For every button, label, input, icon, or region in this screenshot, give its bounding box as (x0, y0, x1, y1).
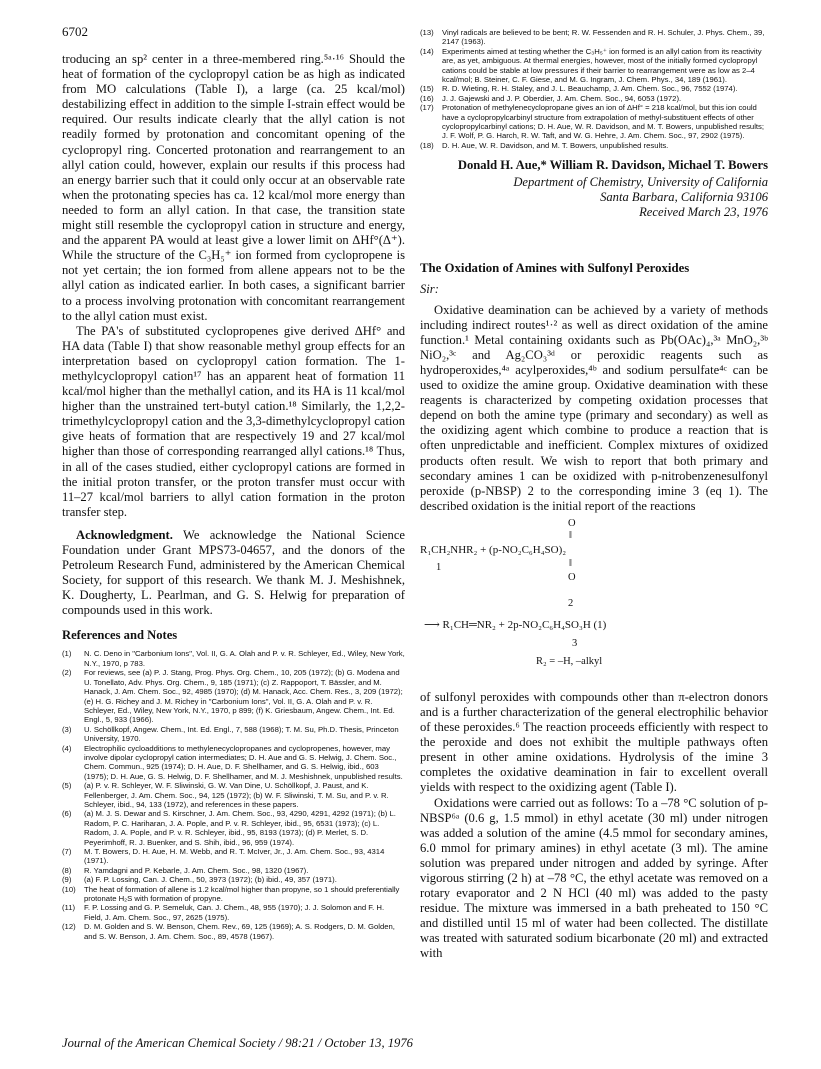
reference-item (420, 94, 768, 103)
authors: Donald H. Aue,* William R. Davidson, Michael T. Bowers (457, 158, 768, 173)
reference-number: (8) (62, 865, 72, 875)
reference-item (420, 84, 768, 93)
affiliation-line-2: Santa Barbara, California 93106 (600, 190, 768, 205)
references-list-right (420, 28, 768, 150)
reaction-scheme (420, 514, 768, 690)
acknowledgment-heading: Acknowledgment. (76, 527, 173, 542)
reference-number: (15) (420, 84, 434, 94)
reference-item (62, 922, 405, 941)
reference-text: (a) M. J. S. Dewar and S. Kirschner, J. Am. Chem. Soc., 93, 4290, 4291, 4292 (1971); (b) L. Radom, P. C. Hariharan, J. A. Pople, and P. v. R. Schleyer, ibid., 95, 6531 (1973); (c) L. Radom, J. A. Pople, and P. v. R. Schleyer, ibid., 95, 8193 (1973); (d) P. Merlet, S. D. Peyerimhoff, R. J. Buenker, and S. Shih, ibid., 96, 959 (1974). (84, 809, 396, 847)
reference-item (420, 103, 768, 141)
reference-text: Vinyl radicals are believed to be bent; R. W. Fessenden and R. H. Schuler, J. Phys. Chem., 39, 2147 (1963). (442, 28, 765, 47)
left-column (62, 52, 405, 941)
article-title: The Oxidation of Amines with Sulfonyl Peroxides (420, 260, 690, 275)
references-heading: References and Notes (62, 628, 178, 643)
reference-number: (3) (62, 724, 72, 734)
reference-item (62, 668, 405, 724)
reference-number: (7) (62, 847, 72, 856)
reference-text: J. J. Gajewski and J. P. Oberdier, J. Am. Chem. Soc., 94, 6053 (1972). (442, 93, 682, 103)
scheme-label-1: 1 (436, 561, 442, 573)
reference-item (420, 28, 768, 47)
acknowledgment-body: We acknowledge the National Science Foundation under Grant MPS73-04657, and the donors of the Petroleum Research Fund, administered by the American Chemical Society, for support of this research. We thank M. J. Meshishnek, K. Dougherty, L. Pearlman, and G. S. Helwig for preparation of compounds used in this work. (62, 527, 405, 618)
right-paragraph-3: Oxidations were carried out as follows: To a –78 °C solution of p-NBSP⁶ᵃ (0.6 g, 1.5 mmol) in ethyl acetate (30 ml) under nitrogen was added a solution of the amine (4.5 mmol for secondary amines, 6.0 mmol for primary amines) in ethyl acetate (3 ml). The amine solution was prepared under nitrogen and added by syringe. After vigorous stirring (2 h) at –78 °C, the ethyl acetate was removed on a rotary evaporator and 2 N HCl (40 ml) was added to the pasty residue. The mixture was immersed in a bath preheated to 150 °C and distilled until 15 ml of water had been collected. The distillate was treated with saturated sodium bicarbonate (20 ml) and extracted with (420, 795, 768, 961)
reference-text: (a) P. v. R. Schleyer, W. F. Sliwinski, G. W. Van Dine, U. Schöllkopf, J. Paust, and K. Fellenberger, J. Am. Chem. Soc., 94, 125 (1972); (b) W. F. Sliwinski, T. M. Su, and P. v. R. Schleyer, ibid., 94, 133 (1972), and references in these papers. (84, 781, 389, 809)
scheme-double-bond-top: ‖ (569, 529, 572, 541)
reference-number: (16) (420, 93, 434, 103)
reference-text: R. D. Wieting, R. H. Staley, and J. L. Beauchamp, J. Am. Chem. Soc., 96, 7552 (1974). (442, 84, 738, 94)
reference-text: The heat of formation of allene is 1.2 kcal/mol higher than propyne, so 1 should preferentially protonate H₂S with formation of propyne. (84, 884, 400, 904)
page-number: 6702 (62, 24, 88, 39)
scheme-double-bond-bottom: ‖ (569, 557, 572, 569)
reference-number: (14) (420, 46, 434, 56)
reference-number: (12) (62, 922, 76, 932)
reference-text: Experiments aimed at testing whether the C₃H₅⁺ ion formed is an allyl cation from its reactivity are, as yet, ambiguous. At thermal energies, however, most of the initially formed cyclopropyl cations could be stable at low pressures if their barrier to rearrangement were as low as 2–4 kcal/mol; B. Steiner, C. F. Giese, and M. G. Ingram, J. Chem. Phys., 34, 189 (1961). (442, 46, 762, 85)
reference-number: (6) (62, 809, 72, 819)
reference-number: (10) (62, 884, 76, 894)
reference-item (62, 809, 405, 847)
reference-text: D. H. Aue, W. R. Davidson, and M. T. Bowers, unpublished results. (442, 140, 669, 150)
journal-footer: Journal of the American Chemical Society / 98:21 / October 13, 1976 (62, 1036, 413, 1050)
scheme-r2-definition: R₂ = –H, –alkyl (536, 655, 603, 667)
scheme-products: ⟶ R₁CH═NR₂ + 2p-NO₂C₆H₄SO₃H (1) (424, 618, 607, 631)
reference-item (62, 781, 405, 809)
reference-item (62, 875, 405, 884)
reference-number: (11) (62, 903, 76, 913)
reference-text: Protonation of methylenecyclopropane gives an ion of ΔHf° = 218 kcal/mol, but this ion could have a cyclopropylcarbinyl structure from extrapolation of methyl-substituent effects of other cyclopropylcarbinyl cations; D. H. Aue, W. R. Davidson, and M. T. Bowers, unpublished results; J. F. Wolf, P. G. Harch, R. W. Taft, and W. G. Hehre, J. Am. Chem. Soc., 97, 2902 (1975). (442, 103, 765, 141)
acknowledgment (62, 528, 405, 619)
reference-text: D. M. Golden and S. W. Benson, Chem. Rev., 69, 125 (1969); A. S. Rodgers, D. M. Golden, and S. W. Benson, J. Am. Chem. Soc., 89, 4578 (1967). (84, 922, 395, 941)
salutation: Sir: (420, 281, 439, 296)
reference-text: Electrophilic cycloadditions to methylenecyclopropanes and cyclopropenes, however, may involve dipolar cyclopropyl cation intermediates; D. H. Aue and G. S. Helwig, J. Chem. Soc., Chem. Commun., 925 (1974); D. H. Aue, D. F. Shellhamer, and G. S. Helwig, ibid., 603 (1975); D. H. Aue, G. S. Helwig, D. F. Shellhamer, and M. J. Meshishnek, unpublished results. (84, 743, 403, 781)
received-date: Received March 23, 1976 (639, 205, 768, 220)
reference-item (420, 141, 768, 150)
reference-text: F. P. Lossing and G. P. Semeluk, Can. J. Chem., 48, 955 (1970); J. J. Solomon and F. H. Field, J. Am. Chem. Soc., 97, 2625 (1975). (84, 903, 385, 922)
reference-text: R. Yamdagni and P. Kebarle, J. Am. Chem. Soc., 98, 1320 (1967). (84, 865, 309, 875)
reference-item (62, 866, 405, 875)
reference-number: (13) (420, 28, 434, 37)
reference-text: For reviews, see (a) P. J. Stang, Prog. Phys. Org. Chem., 10, 205 (1972); (b) G. Modena and U. Tonellato, Adv. Phys. Org. Chem., 9, 185 (1971); (c) Z. Rappoport, T. Bässler, and M. Hanack, J. Am. Chem. Soc., 92, 4985 (1970); (d) M. Hanack, Acc. Chem. Res., 3, 209 (1972); (e) H. G. Richey and J. M. Richey in "Carbonium Ions", Vol. II, G. A. Olah and P. v. R. Schleyer, Ed., Wiley, New York, N.Y., 1970, p 899; (f) K. Griesbaum, Angew. Chem., Int. Ed. Engl., 5, 933 (1966). (84, 668, 403, 725)
reference-text: (a) F. P. Lossing, Can. J. Chem., 50, 3973 (1972); (b) ibid., 49, 357 (1971). (84, 875, 337, 885)
reference-text: U. Schöllkopf, Angew. Chem., Int. Ed. Engl., 7, 588 (1968); T. M. Su, Ph.D. Thesis, Princeton University, 1970. (84, 724, 399, 744)
references-list-left (62, 649, 405, 941)
left-paragraph-1: troducing an sp² center in a three-membered ring.⁵ᵃ·¹⁶ Should the heat of formation of the cyclopropyl cation be as high as indicated from MO calculations (Table I), a large (ca. 25 kcal/mol) destabilizing effect in addition to the simple I-strain effect would be required. Our results indicate clearly that the allyl cation is not readily formed by protonation and concomitant opening of the cyclopropyl ring. Concerted protonation and rearrangement to an allyl cation could, however, explain our results if this process had an energy barrier such that it could only occur at an observable rate when the protonating species has ca. 12 kcal/mol more energy than needed to form an allyl cation. In that case, the transition state might still resemble the cyclopropyl cation in structure and energy, and the apparent PA would at least give a lower limit on ΔHf°(Δ⁺). While the structure of the C₃H₅⁺ ion formed from cyclopropene is not yet certain; the ion formed from allene appears not to be the allyl cation as indicated earlier. In both cases, a significant barrier to a process involving protonation with concomitant rearrangement to the allyl cation must exist. (62, 52, 405, 323)
reference-number: (17) (420, 103, 434, 113)
reference-number: (5) (62, 781, 72, 791)
reference-number: (18) (420, 140, 434, 150)
scheme-label-3: 3 (572, 637, 578, 649)
scheme-oxygen-top: O (568, 517, 576, 529)
scheme-label-2: 2 (568, 597, 574, 609)
reference-item (62, 725, 405, 744)
scheme-reactants: R₁CH₂NHR₂ + (p-NO₂C₆H₄SO)₂ (420, 543, 567, 556)
reference-item (62, 885, 405, 904)
reference-number: (1) (62, 649, 72, 659)
right-paragraph-1: Oxidative deamination can be achieved by a variety of methods including indirect routes¹·² as well as direct oxidation of the amine function.¹ Metal containing oxidants such as Pb(OAc)₄,³ᵃ MnO₂,³ᵇ NiO₂,³ᶜ and Ag₂CO₃³ᵈ or peroxidic reagents such as hydroperoxides,⁴ᵃ acylperoxides,⁴ᵇ and sodium persulfate⁴ᶜ can be used to oxidize the amine group. Oxidative deamination with these reagents is characterized by competing oxidation processes that depend on both the amine type (primary and secondary) as well as the oxidizing agent which combine to produce a reaction that is often unpredictable and inefficient. Complex mixtures of oxidized products often result. We wish to report that both primary and secondary amines 1 can be oxidized with p-nitrobenzenesulfonyl peroxide (p-NBSP) 2 to the corresponding imine 3 (eq 1). The described oxidation is the initial report of the reactions (420, 302, 768, 513)
right-paragraph-2: of sulfonyl peroxides with compounds other than π-electron donors and is a further characterization of the general electrophilic behavior of these peroxides.⁶ The reaction proceeds efficiently with respect to the peroxide and does not exhibit the multiple pathways often present in other amine oxidations. Hydrolysis of the imine 3 completes the oxidative deamination in fair to excellent overall yields with respect to the oxidizing agent (Table I). (420, 689, 768, 795)
right-column (420, 28, 768, 962)
reference-item (62, 649, 405, 668)
reference-number: (2) (62, 668, 72, 678)
left-paragraph-2: The PA's of substituted cyclopropenes give derived ΔHf° and HA data (Table I) that show reasonable methyl group effects for an interpretation based on cyclopropyl cation formation. The 1-methylcyclopropyl cation¹⁷ has an apparent heat of formation 11 kcal/mol higher than the methallyl cation, and its HA is 11 kcal/mol higher than the unstrained tert-butyl cation.¹⁸ Similarly, the 1,2,2-trimethylcyclopropyl cation and the 3,3-dimethylcyclopropyl cation give heats of formation that are respectively 19 and 27 kcal/mol higher than those of corresponding rearranged allyl cations.¹⁸ Thus, in all of the cases studied, either cyclopropyl cations are formed in the initial proton transfer, or the proton transfer must occur with 11–27 kcal/mol barriers to allyl cation formation in the proton transfer step. (62, 323, 405, 519)
reference-item (62, 903, 405, 922)
reference-text: N. C. Deno in "Carbonium Ions", Vol. II, G. A. Olah and P. v. R. Schleyer, Ed., Wiley, New York, N.Y., 1970, p 783. (84, 649, 405, 668)
reference-number: (9) (62, 875, 72, 885)
reference-item (62, 847, 405, 866)
affiliation-line-1: Department of Chemistry, University of California (513, 175, 768, 190)
reference-item (420, 47, 768, 85)
reference-text: M. T. Bowers, D. H. Aue, H. M. Webb, and R. T. McIver, Jr., J. Am. Chem. Soc., 93, 4314 (1971). (84, 847, 385, 866)
reference-item (62, 744, 405, 782)
reference-number: (4) (62, 743, 72, 753)
scheme-oxygen-bottom: O (568, 571, 576, 583)
